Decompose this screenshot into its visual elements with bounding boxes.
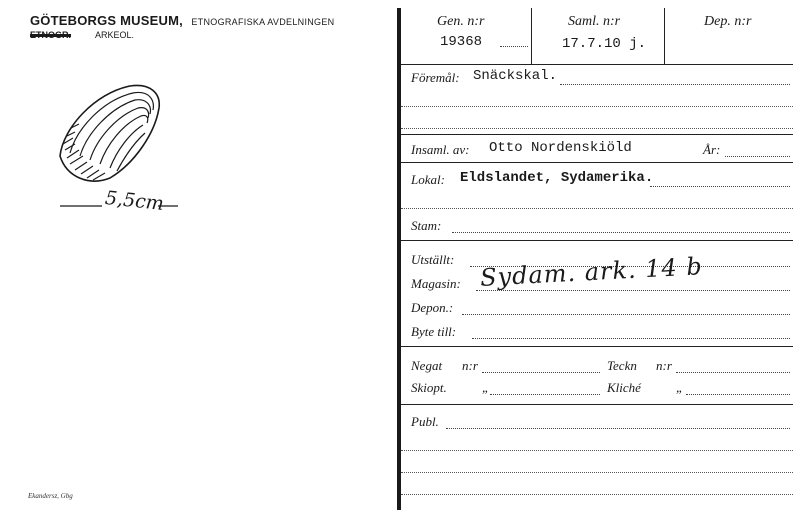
negat-label: Negat — [411, 358, 443, 373]
dep-label: Dep. n:r — [704, 14, 752, 29]
rule — [401, 346, 793, 347]
rule — [401, 64, 793, 65]
printer-mark: Ekandersz, Gbg — [28, 492, 73, 500]
dotted-line — [725, 156, 790, 157]
dotted-line — [686, 394, 790, 395]
gen-label: Gen. n:r — [437, 14, 485, 29]
museum-header — [30, 12, 334, 30]
teckn-label: Teckn — [607, 358, 637, 373]
saml-label: Saml. n:r — [568, 14, 621, 29]
dotted-line — [401, 208, 793, 209]
dotted-line — [500, 46, 528, 47]
dotted-line — [490, 394, 600, 395]
utstallt-label: Utställt: — [411, 252, 455, 267]
dotted-line — [476, 290, 790, 291]
struck-department: ETNOGR. — [30, 30, 72, 40]
dotted-line — [401, 450, 793, 451]
publ-label: Publ. — [411, 414, 439, 429]
department-name: ETNOGRAFISKA AVDELNINGEN — [191, 17, 335, 27]
dotted-line — [482, 372, 600, 373]
magasin-label: Magasin: — [411, 276, 461, 291]
foremal-label: Föremål: — [411, 70, 460, 85]
saml-value: 17.7.10 j. — [562, 36, 647, 52]
lokal-value: Eldslandet, Sydamerika. — [460, 170, 654, 186]
skiopt-label: Skiopt. — [411, 380, 447, 395]
column-separator — [531, 8, 532, 64]
insaml-value: Otto Nordenskiöld — [489, 140, 632, 156]
dotted-line — [401, 472, 793, 473]
insaml-label: Insaml. av: — [411, 142, 470, 157]
stam-label: Stam: — [411, 218, 442, 233]
dotted-line — [401, 106, 793, 107]
card-divider — [397, 8, 401, 510]
magasin-value: Sydam. ark. 14 b — [479, 252, 704, 292]
kliche-label: Kliché — [607, 380, 641, 395]
gen-value: 19368 — [440, 34, 483, 50]
scale-label: 5,5cm — [104, 186, 165, 216]
dotted-line — [401, 494, 793, 495]
dotted-line — [650, 186, 790, 187]
dotted-line — [462, 314, 790, 315]
rule — [401, 404, 793, 405]
rule — [401, 134, 793, 135]
byte-label: Byte till: — [411, 324, 457, 339]
dotted-line — [676, 372, 790, 373]
kliche-ditto-mark: „ — [676, 380, 684, 395]
rule — [401, 240, 793, 241]
dotted-line — [446, 428, 790, 429]
museum-name: GÖTEBORGS MUSEUM, — [30, 13, 183, 28]
dotted-line — [452, 232, 790, 233]
negat-nr-label: n:r — [462, 358, 478, 373]
ar-label: År: — [703, 142, 721, 157]
skiopt-ditto-mark: „ — [482, 380, 490, 395]
column-separator — [664, 8, 665, 64]
dotted-line — [560, 84, 790, 85]
depon-label: Depon.: — [411, 300, 454, 315]
dotted-line — [401, 128, 793, 129]
lokal-label: Lokal: — [411, 172, 445, 187]
sub-department — [30, 30, 134, 40]
dotted-line — [472, 338, 790, 339]
rule — [401, 162, 793, 163]
sub-department-name: ARKEOL. — [95, 30, 135, 40]
foremal-value: Snäckskal. — [473, 68, 558, 84]
teckn-nr-label: n:r — [656, 358, 672, 373]
shell-sketch-icon — [55, 78, 165, 188]
